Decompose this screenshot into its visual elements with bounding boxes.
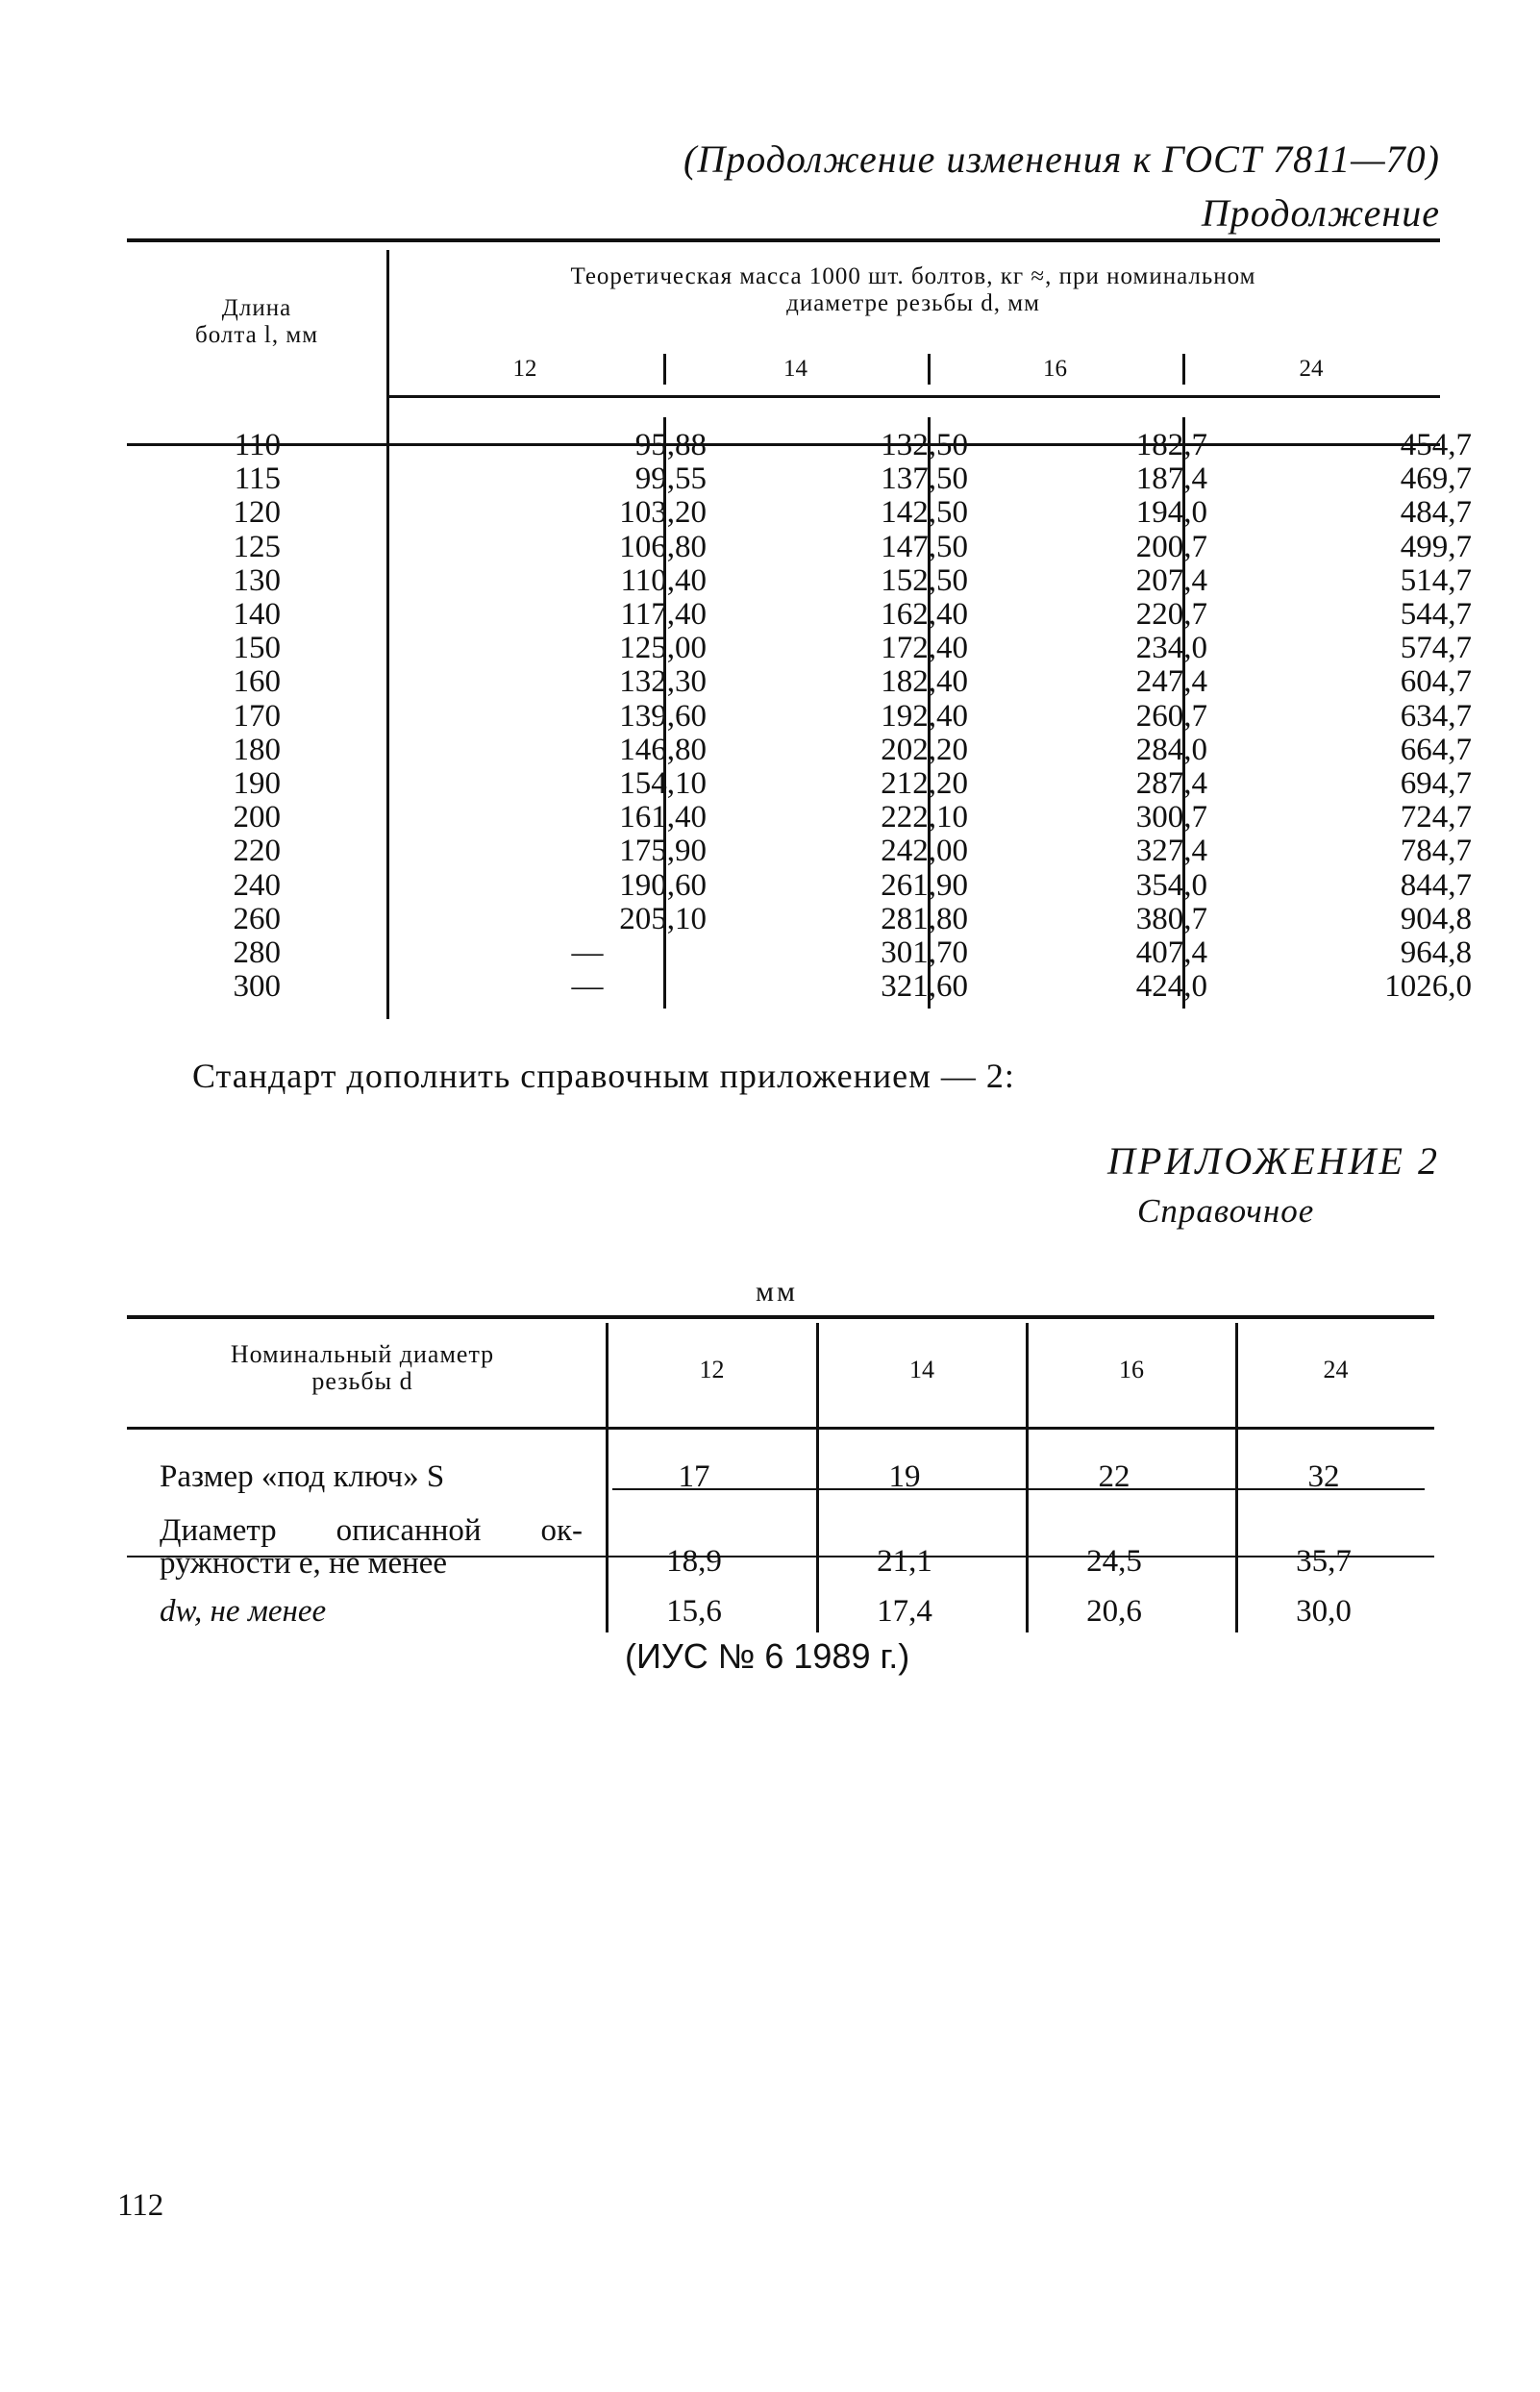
cell-circ-12: 18,9: [666, 1544, 722, 1579]
mass-group-header: Теоретическая масса 1000 шт. болтов, кг ≈, при номинальном диаметре резьбы d, мм: [570, 263, 1256, 316]
row-label-wrench-size: Размер «под ключ» S: [160, 1459, 445, 1494]
mass-cell: 146,80: [619, 732, 707, 767]
cell-wrench-12: 17: [678, 1459, 710, 1494]
page-number: 112: [117, 2188, 164, 2223]
cell-dw-12: 15,6: [666, 1594, 722, 1629]
mass-cell: 260,7: [1135, 698, 1207, 734]
mass-cell: 634,7: [1400, 698, 1472, 734]
bolt-length-cell: 260: [233, 901, 281, 936]
mass-cell: 110,40: [620, 562, 707, 598]
bolt-length-cell: 140: [233, 597, 281, 633]
diameter-header-12: 12: [699, 1356, 725, 1383]
mass-cell: 182,40: [881, 664, 968, 700]
mass-cell: 287,4: [1135, 766, 1207, 802]
mass-cell: 187,4: [1135, 461, 1207, 497]
mass-cell: 664,7: [1400, 732, 1472, 767]
mass-cell: 222,10: [881, 800, 968, 835]
mass-cell: 499,7: [1400, 529, 1472, 564]
bolt-length-cell: 280: [233, 935, 281, 971]
mass-cell: 454,7: [1400, 428, 1472, 462]
mass-cell: 1026,0: [1384, 969, 1472, 1005]
table-top-rule: [127, 238, 1440, 242]
mass-cell: 161,40: [619, 800, 707, 835]
mass-cell: 327,4: [1135, 834, 1207, 869]
cell-circ-24: 35,7: [1296, 1544, 1352, 1579]
mass-cell: 407,4: [1135, 935, 1207, 971]
mass-cell: 139,60: [619, 698, 707, 734]
mass-cell: 234,0: [1135, 631, 1207, 666]
appendix-title: ПРИЛОЖЕНИЕ 2: [1107, 1139, 1440, 1183]
mass-cell: 202,20: [881, 732, 968, 767]
mass-cell: 281,80: [881, 901, 968, 936]
mass-cell: 284,0: [1135, 732, 1207, 767]
bolt-length-cell: 125: [233, 529, 281, 564]
mass-cell: 117,40: [620, 597, 707, 633]
appendix-unit-label: мм: [756, 1276, 798, 1308]
mass-cell: 300,7: [1135, 800, 1207, 835]
row-label-circumscribed-diameter-line2: ружности e, не менее: [160, 1546, 448, 1581]
diameter-header-14: 14: [783, 356, 807, 382]
mass-cell: 220,7: [1135, 597, 1207, 633]
mass-cell: 321,60: [881, 969, 968, 1005]
mass-cell: 103,20: [619, 495, 707, 531]
bolt-length-cell: 115: [234, 461, 281, 497]
bolt-length-cell: 220: [233, 834, 281, 869]
bolt-length-cell: 200: [233, 800, 281, 835]
bolt-length-cell: 170: [233, 698, 281, 734]
mass-cell: 354,0: [1135, 867, 1207, 903]
length-column-header: Длина болта l, мм: [194, 295, 319, 348]
publication-footnote: (ИУС № 6 1989 г.): [625, 1636, 910, 1676]
bolt-length-cell: 110: [234, 428, 281, 462]
bolt-length-cell: 300: [233, 969, 281, 1005]
mass-cell: 301,70: [881, 935, 968, 971]
mass-cell: 172,40: [881, 631, 968, 666]
cell-wrench-16: 22: [1098, 1459, 1130, 1494]
cell-circ-16: 24,5: [1086, 1544, 1142, 1579]
diameter-header-14: 14: [909, 1356, 934, 1383]
bolt-length-cell: 160: [233, 664, 281, 700]
mass-cell: 484,7: [1400, 495, 1472, 531]
table-header-bottom-rule: [127, 1427, 1434, 1430]
diameter-header-16: 16: [1043, 356, 1067, 382]
mass-cell: 604,7: [1400, 664, 1472, 700]
cell-dw-14: 17,4: [877, 1594, 932, 1629]
mass-cell: 162,40: [881, 597, 968, 633]
diameter-header-label: Номинальный диаметр резьбы d: [230, 1340, 495, 1395]
bolt-length-cell: 150: [233, 631, 281, 666]
mass-cell: 132,50: [881, 428, 968, 462]
mass-cell: 380,7: [1135, 901, 1207, 936]
mass-cell: 207,4: [1135, 562, 1207, 598]
amendment-paragraph: Стандарт дополнить справочным приложением — 2:: [192, 1057, 1015, 1095]
mass-cell: 137,50: [881, 461, 968, 497]
mass-cell: 194,0: [1135, 495, 1207, 531]
cell-wrench-14: 19: [888, 1459, 921, 1494]
mass-column-d12: [382, 429, 707, 1004]
mass-cell: 261,90: [881, 867, 968, 903]
mass-cell: 544,7: [1400, 597, 1472, 633]
cell-wrench-24: 32: [1307, 1459, 1340, 1494]
document-header-title: (Продолжение изменения к ГОСТ 7811—70): [683, 137, 1440, 181]
table-top-rule: [127, 1315, 1434, 1319]
mass-cell: 574,7: [1400, 631, 1472, 666]
diameter-header-16: 16: [1119, 1356, 1144, 1383]
bolt-length-column: [127, 429, 281, 1004]
mass-cell: —: [571, 969, 604, 1005]
mass-column-d16: [971, 429, 1207, 1004]
mass-cell: 469,7: [1400, 461, 1472, 497]
bolt-length-cell: 190: [233, 766, 281, 802]
mass-cell: —: [571, 935, 604, 971]
mass-cell: 844,7: [1400, 867, 1472, 903]
mass-cell: 175,90: [619, 834, 707, 869]
mass-column-d24: [1186, 429, 1472, 1004]
mass-cell: 147,50: [881, 529, 968, 564]
row-label-circumscribed-diameter-line1: Диаметр описанной ок-: [160, 1513, 583, 1548]
mass-cell: 200,7: [1135, 529, 1207, 564]
mass-cell: 904,8: [1400, 901, 1472, 936]
bolt-length-cell: 120: [233, 495, 281, 531]
mass-cell: 964,8: [1400, 935, 1472, 971]
cell-dw-24: 30,0: [1296, 1594, 1352, 1629]
mass-column-d14: [704, 429, 968, 1004]
bolt-mass-table: [127, 238, 1472, 1017]
diameter-header-12: 12: [512, 356, 537, 382]
mass-cell: 205,10: [619, 901, 707, 936]
bolt-length-cell: 240: [233, 867, 281, 903]
mass-cell: 247,4: [1135, 664, 1207, 700]
mass-cell: 152,50: [881, 562, 968, 598]
mass-cell: 190,60: [619, 867, 707, 903]
table-continuation-label: Продолжение: [1201, 191, 1440, 235]
row-label-bearing-diameter: dw, не менее: [160, 1594, 327, 1629]
mass-cell: 106,80: [619, 529, 707, 564]
mass-cell: 424,0: [1135, 969, 1207, 1005]
table-subheader-rule: [386, 395, 1440, 398]
mass-cell: 142,50: [881, 495, 968, 531]
appendix-subtitle: Справочное: [1137, 1192, 1315, 1230]
mass-cell: 784,7: [1400, 834, 1472, 869]
mass-cell: 514,7: [1400, 562, 1472, 598]
diameter-header-24: 24: [1323, 1356, 1349, 1383]
mass-cell: 132,30: [619, 664, 707, 700]
mass-cell: 212,20: [881, 766, 968, 802]
cell-dw-16: 20,6: [1086, 1594, 1142, 1629]
mass-cell: 125,00: [619, 631, 707, 666]
mass-cell: 95,88: [634, 428, 707, 462]
bolt-length-cell: 180: [233, 732, 281, 767]
bolt-length-cell: 130: [233, 562, 281, 598]
mass-cell: 154,10: [619, 766, 707, 802]
mass-cell: 242,00: [881, 834, 968, 869]
cell-circ-14: 21,1: [877, 1544, 932, 1579]
mass-cell: 192,40: [881, 698, 968, 734]
mass-cell: 182,7: [1135, 428, 1207, 462]
appendix-table: [127, 1315, 1434, 1642]
diameter-header-24: 24: [1299, 356, 1324, 382]
mass-cell: 99,55: [634, 461, 707, 497]
mass-cell: 694,7: [1400, 766, 1472, 802]
mass-cell: 724,7: [1400, 800, 1472, 835]
